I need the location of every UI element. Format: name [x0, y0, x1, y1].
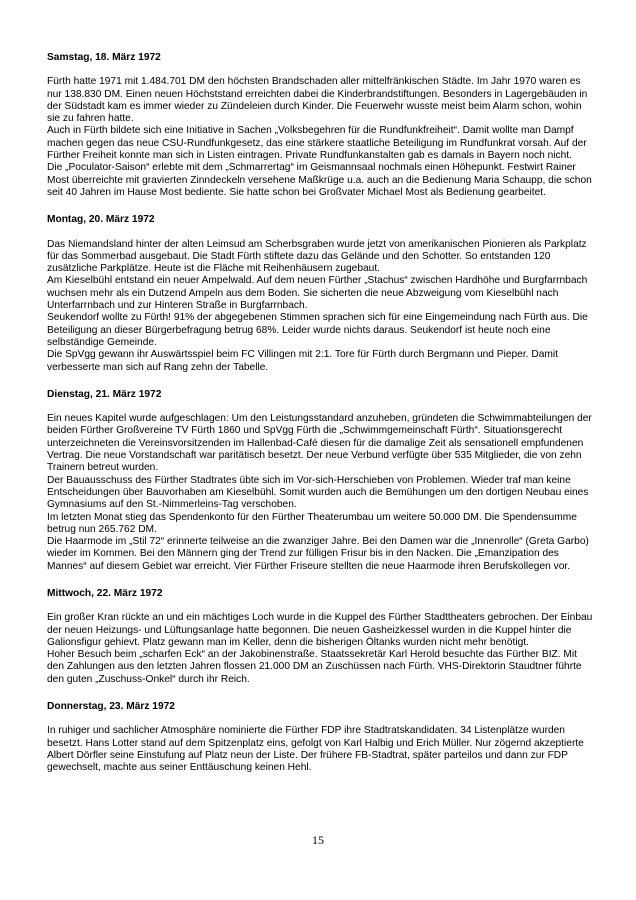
diary-entry — [47, 52, 595, 199]
entry-paragraph: Der Bauausschuss des Fürther Stadtrates übte sich im Vor-sich-Herschieben von Problemen. Wieder traf man keine Entscheidungen über Bauvorhaben am Kieselbühl. Somit wurden auch die Bemühungen um den dortigen Neubau eines Gymnasiums auf den St.-Nimmerleins-Tag verschoben. — [47, 474, 589, 511]
entry-paragraph: Am Kieselbühl entstand ein neuer Ampelwald. Auf dem neuen Fürther „Stachus“ zwischen Hardhöhe und Burgfarrnbach wuchsen mehr als ein Dutzend Ampeln aus dem Boden. Sie sicherten die neue Abzweigung vom Kieselbühl nach Unterfarrnbach und zur Hinteren Straße in Burgfarrnbach. — [47, 275, 588, 312]
diary-entry — [47, 701, 595, 774]
entry-paragraph: Hoher Besuch beim „scharfen Eck“ an der Jakobinenstraße. Staatssekretär Karl Herold besuchte das Fürther BIZ. Mit den Zahlungen aus den letzten Jahren flossen 21.000 DM an Zuschüssen nach Fürth. VHS-Direktorin Staudtner führte den guten „Zuschuss-Onkel“ durch ihr Reich. — [47, 649, 582, 685]
entry-date: Dienstag, 21. März 1972 — [47, 388, 162, 400]
entry-paragraph: In ruhiger und sachlicher Atmosphäre nominierte die Fürther FDP ihre Stadtratskandidaten. 34 Listenplätze wurden besetzt. Hans Lotter stand auf dem Spitzenplatz eins, gefolgt von Karl Halbig und Erich Müller. Nur zögernd akzeptierte Albert Dörfler seine Einstufung auf Platz neun der Liste. Der frühere FB-Stadtrat, später parteilos und dann zur FDP gewechselt, machte aus seiner Enttäuschung keinen Hehl. — [47, 725, 584, 774]
entry-paragraph: Die „Poculator-Saison“ erlebte mit dem „Schmarrertag“ im Geismannsaal nochmals einen Höhepunkt. Festwirt Rainer Most überreichte mit gravierten Zinndeckeln versehene Maßkrüge u.a. auch an die Bedienung Maria Schaupp, die schon seit 40 Jahren im Hause Most bediente. Sie hatte schon bei Großvater Michael Most als Bedienung gearbeitet. — [47, 162, 592, 198]
entry-date: Mittwoch, 22. März 1972 — [47, 587, 163, 599]
entry-paragraph: Ein neues Kapitel wurde aufgeschlagen: Um den Leistungsstandard anzuheben, gründeten die Schwimmabteilungen der beiden Fürther Großvereine TV Fürth 1860 und SpVgg Fürth die „Schwimmgemeinschaft Fürth“. Situationsgerecht unterzeichneten die Vereinsvorsitzenden im Hallenbad-Café diesen für die damalige Zeit als sensationell empfundenen Vertrag. Die neue Vorstandschaft war paritätisch besetzt. Der neue Verbund verfügte über 535 Mitglieder, die von zehn Trainern betreut wurden. — [47, 413, 592, 474]
entry-paragraph: Die Haarmode im „Stil 72“ erinnerte teilweise an die zwanziger Jahre. Bei den Damen war die „Innenrolle“ (Greta Garbo) wieder im Kommen. Bei den Männern ging der Trend zur fülligen Frisur bis in den Nacken. Die „Emanzipation des Mannes“ auf diesem Gebiet war erreicht. Vier Fürther Friseure stellten die neue Haarmode ihren Berufskollegen vor. — [47, 536, 589, 572]
entry-paragraph: Im letzten Monat stieg das Spendenkonto für den Fürther Theaterumbau um weitere 50.000 DM. Die Spendensumme betrug nun 265.762 DM. — [47, 511, 577, 535]
diary-entry — [47, 389, 595, 573]
diary-entry — [47, 588, 595, 686]
page-number: 15 — [312, 833, 324, 847]
entry-date: Donnerstag, 23. März 1972 — [47, 701, 175, 713]
entry-paragraph: Fürth hatte 1971 mit 1.484.701 DM den höchsten Brandschaden aller mittelfränkischen Städte. Im Jahr 1970 waren es nur 138.830 DM. Einen neuen Höchststand erreichten dabei die Kinderbrandstiftungen. Besonders in Lagergebäuden in der Südstadt kam es immer wieder zu Zündeleien durch Kinder. Die Feuerwehr wusste meist beim Alarm schon, wohin sie zu fahren hatte. — [47, 76, 588, 125]
entry-date: Montag, 20. März 1972 — [47, 214, 155, 226]
entry-paragraph: Ein großer Kran rückte an und ein mächtiges Loch wurde in die Kuppel des Fürther Stadttheaters gebrochen. Der Einbau der neuen Heizungs- und Lüftungsanlage hatte begonnen. Die neuen Gasheizkessel wurden in die Kuppel hinter die Galionsfigur gehievt. Platz gewann man im Keller, denn die bisherigen Öltanks wurden nicht mehr benötigt. — [47, 612, 593, 648]
entry-paragraph: Das Niemandsland hinter der alten Leimsud am Scherbsgraben wurde jetzt von amerikanischen Pionieren als Parkplatz für das Sommerbad ausgebaut. Die Stadt Fürth stiftete dazu das Gelände und den Schotter. So entstanden 120 zusätzliche Parkplätze. Heute ist die Fläche mit Reihenhäusern zugebaut. — [47, 238, 587, 275]
document-page — [47, 52, 595, 790]
entry-paragraph: Auch in Fürth bildete sich eine Initiative in Sachen „Volksbegehren für die Rundfunkfreiheit“. Damit wollte man Dampf machen gegen das neue CSU-Rundfunkgesetz, das eine stärkere staatliche Beteiligung im Rundfunkrat vorsah. Auf der Fürther Freiheit konnte man sich in Listen eintragen. Private Rundfunkanstalten gab es damals in Bayern noch nicht. — [47, 125, 587, 162]
entry-date: Samstag, 18. März 1972 — [47, 52, 161, 63]
diary-entry — [47, 214, 595, 374]
entry-paragraph: Die SpVgg gewann ihr Auswärtsspiel beim FC Villingen mit 2:1. Tore für Fürth durch Bergmann und Pieper. Damit verbesserte man sich auf Rang zehn der Tabelle. — [47, 349, 558, 373]
entry-paragraph: Seukendorf wollte zu Fürth! 91% der abgegebenen Stimmen sprachen sich für eine Eingemeindung nach Fürth aus. Die Beteiligung an dieser Bürgerbefragung betrug 68%. Leider wurde nichts daraus. Seukendorf ist heute noch eine selbständige Gemeinde. — [47, 312, 588, 348]
